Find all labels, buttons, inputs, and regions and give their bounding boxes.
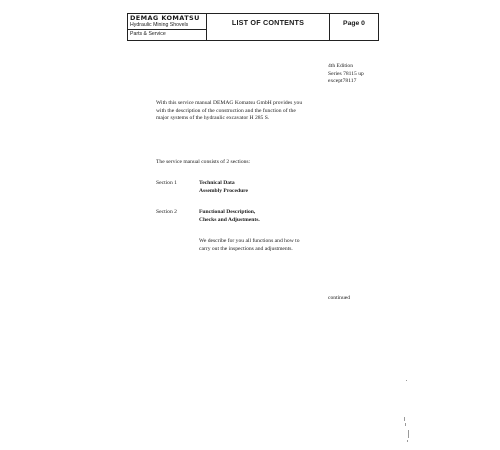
scan-speck — [408, 430, 409, 438]
intro-line: With this service manual DEMAG Komatsu GmbH provides you — [156, 100, 303, 106]
section-title-line: Assembly Procedure — [199, 187, 249, 194]
section-1-title — [199, 180, 248, 195]
intro-line: major systems of the hydraulic excavator H 285 S. — [156, 115, 270, 122]
edition-info — [328, 63, 364, 86]
edition-line: 4th Edition — [328, 63, 354, 69]
scan-speck — [406, 380, 407, 381]
section-title-line: Functional Description, — [199, 209, 256, 215]
section-2-description — [199, 238, 300, 253]
intro-line: with the description of the construction and the function of the — [156, 107, 296, 114]
edition-line: Series 78115 up — [328, 70, 364, 77]
page-header — [127, 13, 379, 41]
edition-line: except78117 — [328, 78, 357, 85]
page-number: Page 0 — [343, 20, 365, 27]
description-line: We describe for you all functions and how to — [199, 238, 300, 244]
section-1-number: Section 1 — [156, 180, 177, 186]
sections-intro: The service manual consists of 2 sections: — [156, 159, 251, 165]
section-title-line: Checks and Adjustments. — [199, 216, 260, 223]
continued-note: continued — [328, 295, 351, 301]
scan-speck — [407, 440, 408, 442]
company-logo-box — [128, 14, 207, 40]
scan-speck — [404, 417, 405, 421]
department-label: Parts & Service — [130, 30, 166, 37]
description-line: carry out the inspections and adjustments. — [199, 245, 293, 252]
section-2-title — [199, 209, 260, 224]
section-title-line: Technical Data — [199, 180, 235, 186]
intro-paragraph — [156, 100, 302, 123]
brand-logo: DEMAG KOMATSU — [130, 14, 200, 22]
division-label: Hydraulic Mining Shovels — [128, 22, 206, 30]
document-title: LIST OF CONTENTS — [207, 14, 330, 40]
scan-speck — [405, 423, 406, 426]
section-2-number: Section 2 — [156, 209, 177, 215]
